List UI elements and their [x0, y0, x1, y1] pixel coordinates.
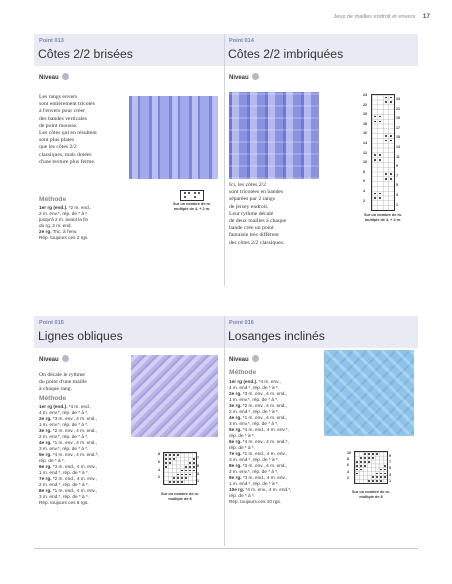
row-number: 2	[347, 475, 349, 480]
pattern-description	[229, 182, 329, 247]
description-line: séparées par 2 rangs	[229, 196, 275, 203]
row-number: 17	[396, 125, 400, 130]
row-number: 7	[396, 173, 398, 178]
row-number: 8	[347, 457, 349, 462]
row-instruction: *2 m. end.,	[67, 205, 92, 210]
row-number: 10	[363, 160, 367, 165]
row-instruction: 4 m. env.*, rép. de * à *.	[39, 410, 89, 415]
row-instruction: *3 m. env., 4 m. end.,	[51, 416, 98, 421]
description-line: à l'envers pour créer	[39, 108, 86, 115]
row-number: 5	[197, 463, 199, 468]
row-number: 9	[389, 454, 391, 458]
row-label: 2e rg.	[39, 229, 52, 234]
row-number: 1	[396, 202, 398, 207]
swatch-photo	[324, 350, 414, 436]
method-heading: Méthode	[39, 196, 67, 203]
row-instruction: rép. de * à *.	[229, 445, 256, 450]
description-line: bande crée un point	[229, 225, 274, 232]
pattern-title: Côtes 2/2 imbriquées	[228, 47, 344, 61]
page-bottom-rule	[34, 548, 418, 549]
description-line: du point d'une maille	[39, 379, 87, 386]
description-line: à chaque rang.	[39, 386, 73, 393]
row-number: 3	[197, 471, 199, 476]
running-head-text: Jeux de mailles endroit et envers	[333, 14, 416, 20]
row-number: 5	[389, 466, 391, 471]
row-label: 3e rg.	[39, 428, 52, 433]
row-label: 10e rg.	[229, 487, 245, 492]
row-number: 6	[363, 179, 365, 184]
stitch-chart	[180, 190, 204, 201]
stitch-chart	[163, 452, 197, 485]
row-instruction: 2 m. end.*, rép. de * à *.	[229, 409, 280, 414]
row-instruction: 2 m. env.*, rép. de * à *	[39, 211, 88, 216]
row-label: 4e rg.	[229, 415, 242, 420]
description-line: que les côtes 2/2	[39, 144, 77, 151]
row-number: 9	[396, 164, 398, 169]
method-steps	[39, 205, 129, 241]
row-instruction: 3 m. env.*, rép. de * à *.	[229, 421, 279, 426]
chart-caption	[145, 492, 215, 501]
description-line: On décale le rythme	[39, 372, 85, 378]
row-number: 20	[363, 112, 367, 117]
chart-caption	[336, 490, 406, 499]
level-label	[229, 73, 259, 81]
row-number: 7	[197, 456, 199, 460]
stitch-chart	[354, 451, 388, 484]
row-instruction: 1 m. end.*, rép. de * à *.	[229, 481, 280, 486]
stitch-chart	[371, 94, 395, 211]
row-instruction: *4 m. end.,	[67, 404, 92, 409]
row-instruction: *3 m. end., 4 m. env.,	[51, 464, 98, 469]
level-text: Niveau	[39, 357, 59, 363]
row-instruction: rép. de * à *.	[229, 433, 256, 438]
level-label	[39, 73, 69, 81]
pattern-tag: Point 016	[229, 320, 254, 326]
row-instruction: 2 m. env.*, rép. de * à *.	[39, 434, 89, 439]
row-instruction: *4 m. env., 4 m. end.*,	[51, 452, 99, 457]
caption-line: multiple de 8	[359, 494, 383, 499]
row-instruction: *4 m. end., 4 m. env.*,	[241, 427, 289, 432]
description-line: de deux mailles à chaque	[229, 218, 287, 225]
description-line: Les rangs envers	[39, 94, 78, 100]
running-head	[333, 13, 430, 20]
row-number: 24	[363, 93, 367, 97]
row-number: 13	[396, 145, 400, 149]
description-line: de point mousse.	[39, 122, 78, 129]
chart-caption	[160, 202, 224, 211]
level-indicator-icon	[252, 73, 259, 80]
description-line: des bandes verticales	[39, 115, 88, 122]
description-line: sont entièrement tricotés	[39, 101, 95, 108]
level-text: Niveau	[229, 357, 249, 363]
pattern-description	[39, 94, 131, 166]
row-instruction: Rép. toujours ces 8 rgs.	[39, 500, 89, 505]
pattern-tag: Point 014	[229, 38, 254, 44]
row-label: 5e rg.	[229, 427, 242, 432]
pattern-description	[39, 372, 131, 394]
row-instruction: *2 m. end., 4 m. env.,	[51, 476, 98, 481]
row-instruction: *2 m. env., 4 m. end.,	[241, 463, 288, 468]
method-steps	[39, 404, 131, 506]
row-instruction: Tric. à l'env.	[51, 229, 78, 234]
row-number: 6	[347, 463, 349, 468]
method-steps	[229, 379, 325, 505]
row-label: 7e rg.	[39, 476, 52, 481]
row-number: 8	[363, 169, 365, 174]
column-divider-top	[224, 34, 225, 286]
method-line	[39, 235, 129, 241]
caption-line: Sur un nombre de m.	[352, 490, 390, 494]
row-number: 5	[396, 183, 398, 188]
swatch-photo	[129, 96, 218, 179]
description-line: d'une texture plus ferme.	[39, 158, 96, 165]
row-number: 18	[363, 121, 367, 126]
row-label: 2e rg.	[229, 391, 242, 396]
description-line: fantaisie très différent	[229, 232, 279, 239]
pattern-title: Côtes 2/2 brisées	[38, 47, 133, 61]
row-number: 19	[396, 116, 400, 121]
row-number: 11	[396, 154, 400, 159]
level-label	[229, 355, 259, 363]
pattern-title: Losanges inclinés	[228, 329, 325, 343]
swatch-photo	[229, 92, 319, 179]
row-number: 21	[396, 106, 400, 111]
row-number: 4	[158, 467, 160, 472]
caption-line: Sur un nombre de m.	[173, 202, 211, 206]
row-instruction: 3 m. end.*, rép. de * à *.	[229, 457, 280, 462]
caption-line: multiple de 4, + 2 m.	[364, 217, 402, 222]
caption-line: multiple de 4, + 2 m.	[173, 206, 211, 211]
row-instruction: du rg, 2 m. end.	[39, 223, 72, 228]
row-number: 1	[197, 479, 199, 484]
row-label: 1er rg (end.).	[39, 205, 68, 210]
row-number: 14	[363, 141, 367, 145]
caption-line: Sur un nombre de m.	[364, 213, 402, 217]
level-indicator-icon	[62, 73, 69, 80]
row-number: 1	[389, 478, 391, 483]
row-instruction: 1 m. env.*, rép. de * à *.	[39, 422, 89, 427]
chart-caption	[348, 213, 418, 222]
method-heading: Méthode	[229, 369, 257, 376]
level-text: Niveau	[39, 75, 59, 81]
pattern-tag: Point 015	[39, 320, 64, 326]
row-label: 7e rg.	[229, 451, 242, 456]
row-instruction: *4 m. env.,	[257, 379, 281, 384]
row-label: 6e rg.	[39, 464, 52, 469]
description-line: des côtes 2/2 classiques.	[229, 239, 285, 246]
row-instruction: *4 m. env., 4 m. end.*,	[244, 487, 292, 492]
row-label: 5e rg.	[39, 452, 52, 457]
row-number: 10	[347, 451, 351, 455]
row-instruction: *3 m. end., 4 m. env.,	[241, 475, 288, 480]
description-line: de jersey endroit.	[229, 203, 269, 210]
row-label: 4e rg.	[39, 440, 52, 445]
row-number: 23	[396, 97, 400, 101]
description-line: Ici, les côtes 2/2	[229, 182, 266, 188]
row-instruction: 4 m. end.*, rép. de * à *.	[229, 385, 280, 390]
method-line	[229, 499, 325, 505]
row-number: 16	[363, 131, 367, 136]
caption-line: Sur un nombre de m.	[161, 492, 199, 496]
row-number: 2	[158, 475, 160, 480]
row-instruction: *3 m. env., 4 m. end.,	[241, 391, 288, 396]
row-instruction: 3 m. env.*, rép. de * à *.	[39, 446, 89, 451]
row-label: 9e rg.	[229, 475, 242, 480]
row-instruction: Rép. toujours ces 10 rgs.	[229, 499, 282, 504]
description-line: Leur rythme décalé	[229, 210, 274, 217]
caption-line: multiple de 8	[168, 496, 192, 501]
row-instruction: jusqu'à 2 m. avant la fin	[39, 217, 89, 222]
row-number: 3	[396, 193, 398, 197]
row-number: 15	[396, 135, 400, 140]
swatch-photo	[131, 355, 218, 437]
row-number: 7	[389, 460, 391, 465]
row-number: 12	[363, 150, 367, 155]
row-label: 1er rg (end.).	[229, 379, 258, 384]
row-number: 3	[389, 472, 391, 477]
row-instruction: 1 m. env.*, rép. de * à *.	[229, 397, 279, 402]
row-label: 1er rg (end.).	[39, 404, 68, 409]
row-instruction: *2 m. env., 4 m. end.,	[241, 403, 288, 408]
description-line: Les côtes qui en résultent	[39, 130, 97, 137]
row-number: 8	[158, 452, 160, 456]
row-label: 6e rg.	[229, 439, 242, 444]
row-number: 4	[347, 469, 349, 474]
pattern-tag: Point 013	[39, 38, 64, 44]
description-line: sont tricotées en bandes	[229, 189, 284, 196]
row-instruction: rép. de * à *.	[229, 493, 256, 498]
pattern-title: Lignes obliques	[38, 329, 123, 343]
level-indicator-icon	[252, 355, 259, 362]
row-number: 4	[363, 189, 365, 193]
page-number: 17	[422, 13, 430, 20]
row-instruction: *1 m. env., 4 m. end.,	[241, 415, 288, 420]
row-instruction: Rép. toujours ces 2 rgs.	[39, 235, 89, 240]
row-instruction: 2 m. end.*, rép. de * à *.	[39, 482, 90, 487]
description-line: sont plus plates	[39, 137, 75, 144]
row-number: 22	[363, 102, 367, 107]
row-number: 6	[158, 459, 160, 464]
row-instruction: 3 m. end.*, rép. de * à *.	[39, 494, 90, 499]
method-line	[39, 500, 131, 506]
row-instruction: *1 m. env., 4 m. end.,	[51, 440, 98, 445]
row-instruction: *1 m. end., 4 m. env.,	[51, 488, 98, 493]
row-instruction: 2 m. env.*, rép. de * à *.	[229, 469, 279, 474]
method-heading: Méthode	[39, 395, 67, 402]
row-label: 3e rg.	[229, 403, 242, 408]
row-instruction: 1 m. end.*, rép. de * à *.	[39, 470, 90, 475]
row-instruction: *2 m. env., 4 m. end.,	[51, 428, 98, 433]
row-number: 2	[363, 198, 365, 203]
row-label: 2e rg.	[39, 416, 52, 421]
description-line: classiques, mais dotées	[39, 151, 92, 158]
row-instruction: *4 m. env., 4 m. end.*,	[241, 439, 289, 444]
row-instruction: rép. de * à *.	[39, 458, 66, 463]
row-instruction: *1 m. end., 4 m. env.,	[241, 451, 288, 456]
row-label: 8e rg.	[39, 488, 52, 493]
level-text: Niveau	[229, 75, 249, 81]
level-indicator-icon	[62, 355, 69, 362]
row-label: 8e rg.	[229, 463, 242, 468]
level-label	[39, 355, 69, 363]
column-divider-bottom	[224, 316, 225, 546]
